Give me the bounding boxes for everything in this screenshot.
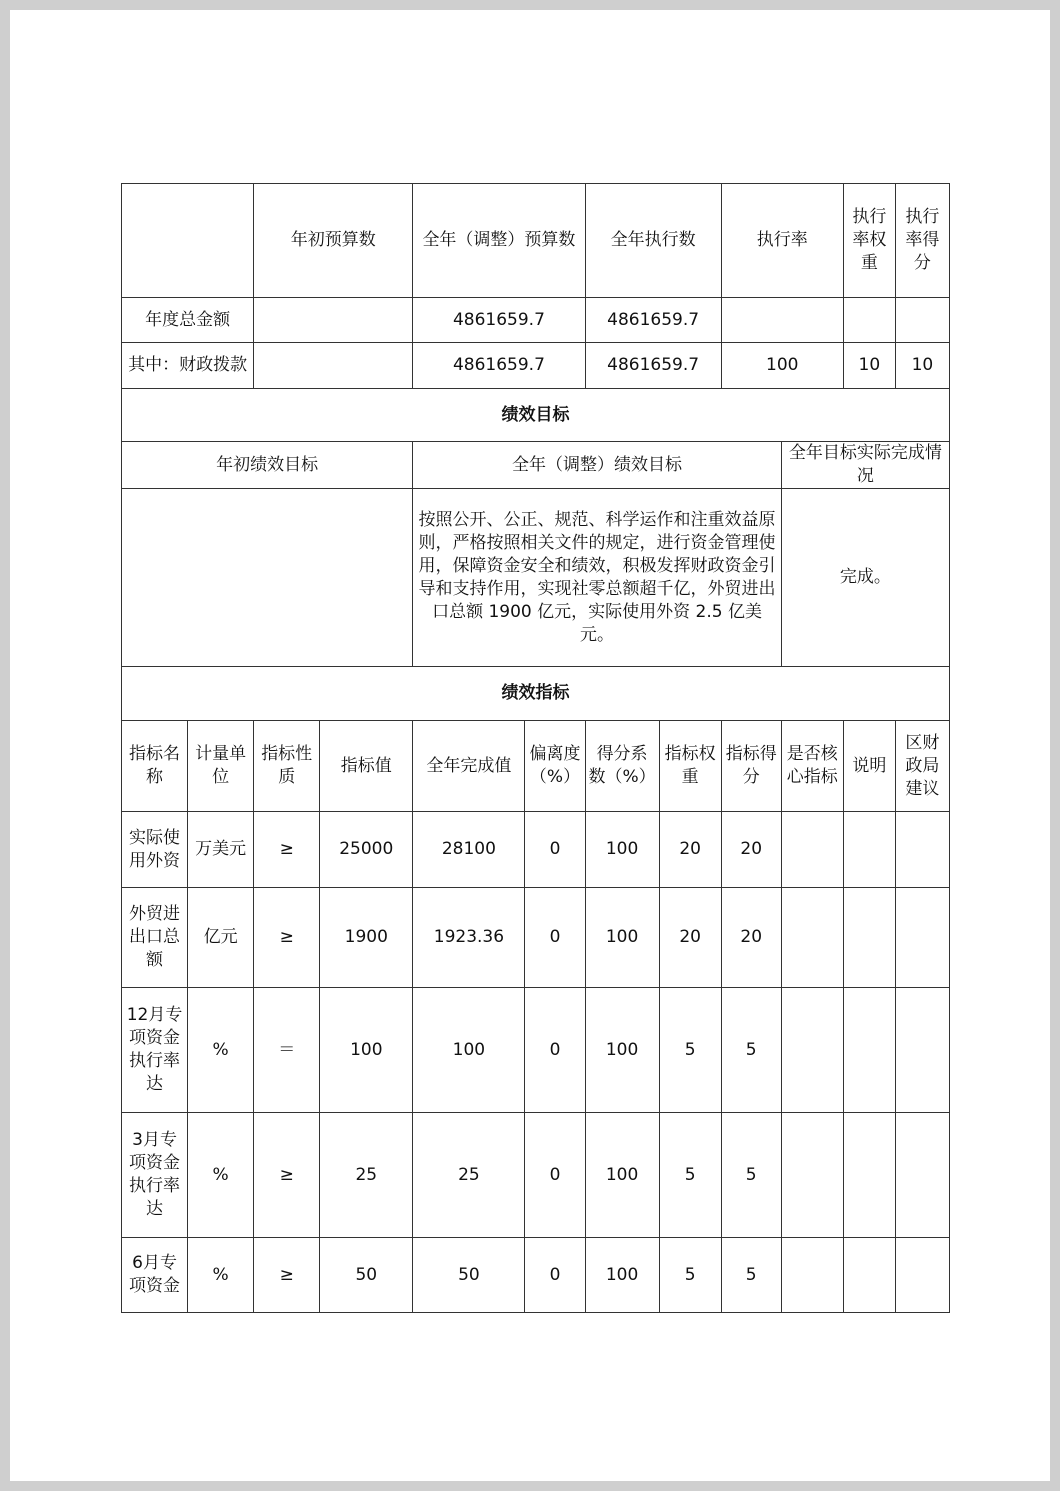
ind-deviation: 0 [525, 988, 585, 1113]
ind-deviation: 0 [525, 1113, 585, 1238]
ind-header-weight: 指标权重 [659, 721, 721, 812]
ind-header-deviation: 偏离度（%） [525, 721, 585, 812]
budget-header-blank [122, 184, 254, 298]
indicator-row [122, 988, 950, 1113]
ind-core [781, 988, 843, 1113]
ind-core [781, 1113, 843, 1238]
ind-nature: ≥ [254, 888, 320, 988]
budget-row-label: 年度总金额 [122, 298, 254, 343]
ind-deviation: 0 [525, 812, 585, 888]
goals-content-row [122, 489, 950, 667]
budget-header-exec-rate: 执行率 [721, 184, 843, 298]
ind-target: 50 [320, 1238, 413, 1313]
budget-row-initial [254, 343, 413, 389]
ind-unit: % [188, 1238, 254, 1313]
ind-score: 20 [721, 812, 781, 888]
ind-suggest [895, 1113, 949, 1238]
ind-core [781, 1238, 843, 1313]
goals-section-row [122, 389, 950, 442]
ind-header-name: 指标名称 [122, 721, 188, 812]
budget-row-rate: 100 [721, 343, 843, 389]
ind-weight: 5 [659, 988, 721, 1113]
ind-score: 5 [721, 1238, 781, 1313]
ind-unit: % [188, 1113, 254, 1238]
budget-row-rate [721, 298, 843, 343]
ind-header-coefficient: 得分系数（%） [585, 721, 659, 812]
budget-row-initial [254, 298, 413, 343]
goals-initial-text [122, 489, 413, 667]
ind-target: 25000 [320, 812, 413, 888]
ind-unit: 万美元 [188, 812, 254, 888]
budget-row-executed: 4861659.7 [585, 343, 721, 389]
ind-coefficient: 100 [585, 1113, 659, 1238]
ind-note [843, 988, 895, 1113]
budget-row-adjusted: 4861659.7 [413, 343, 585, 389]
ind-completed: 100 [413, 988, 525, 1113]
ind-score: 5 [721, 988, 781, 1113]
ind-target: 25 [320, 1113, 413, 1238]
budget-row-total [122, 298, 950, 343]
indicator-row [122, 812, 950, 888]
ind-weight: 20 [659, 812, 721, 888]
ind-score: 5 [721, 1113, 781, 1238]
goals-actual-text: 完成。 [781, 489, 949, 667]
goals-adjusted-text: 按照公开、公正、规范、科学运作和注重效益原则，严格按照相关文件的规定，进行资金管理使用，保障资金安全和绩效，积极发挥财政资金引导和支持作用，实现社零总额超千亿，外贸进出口总额 1900 亿元，实际使用外资 2.5 亿美元。 [413, 489, 781, 667]
budget-row-adjusted: 4861659.7 [413, 298, 585, 343]
ind-coefficient: 100 [585, 812, 659, 888]
indicator-row [122, 1113, 950, 1238]
budget-row-fiscal [122, 343, 950, 389]
ind-name: 外贸进出口总额 [122, 888, 188, 988]
ind-name: 实际使用外资 [122, 812, 188, 888]
ind-header-core: 是否核心指标 [781, 721, 843, 812]
ind-nature: ≥ [254, 812, 320, 888]
ind-name: 6月专项资金 [122, 1238, 188, 1313]
ind-completed: 50 [413, 1238, 525, 1313]
ind-unit: % [188, 988, 254, 1113]
ind-coefficient: 100 [585, 888, 659, 988]
ind-header-nature: 指标性质 [254, 721, 320, 812]
document-page [10, 10, 1050, 1481]
ind-deviation: 0 [525, 888, 585, 988]
ind-name: 12月专项资金执行率达 [122, 988, 188, 1113]
ind-header-target: 指标值 [320, 721, 413, 812]
ind-weight: 5 [659, 1238, 721, 1313]
ind-header-unit: 计量单位 [188, 721, 254, 812]
indicator-row [122, 888, 950, 988]
ind-header-completed: 全年完成值 [413, 721, 525, 812]
budget-header-exec-score: 执行率得分 [895, 184, 949, 298]
budget-header-adjusted: 全年（调整）预算数 [413, 184, 585, 298]
indicators-section-title: 绩效指标 [122, 667, 950, 721]
ind-name: 3月专项资金执行率达 [122, 1113, 188, 1238]
ind-completed: 1923.36 [413, 888, 525, 988]
indicator-row [122, 1238, 950, 1313]
indicators-section-row [122, 667, 950, 721]
ind-note [843, 888, 895, 988]
ind-header-note: 说明 [843, 721, 895, 812]
ind-target: 1900 [320, 888, 413, 988]
ind-suggest [895, 988, 949, 1113]
ind-completed: 25 [413, 1113, 525, 1238]
budget-row-executed: 4861659.7 [585, 298, 721, 343]
ind-note [843, 1238, 895, 1313]
goals-header-initial: 年初绩效目标 [122, 442, 413, 489]
ind-core [781, 888, 843, 988]
goals-header-adjusted: 全年（调整）绩效目标 [413, 442, 781, 489]
ind-header-score: 指标得分 [721, 721, 781, 812]
ind-coefficient: 100 [585, 1238, 659, 1313]
budget-header-executed: 全年执行数 [585, 184, 721, 298]
ind-nature: ≥ [254, 1238, 320, 1313]
indicators-header-row [122, 721, 950, 812]
ind-nature: ≥ [254, 1113, 320, 1238]
ind-deviation: 0 [525, 1238, 585, 1313]
ind-header-suggest: 区财政局建议 [895, 721, 949, 812]
goals-header-actual: 全年目标实际完成情况 [781, 442, 949, 489]
budget-header-row [122, 184, 950, 298]
ind-target: 100 [320, 988, 413, 1113]
budget-header-exec-weight: 执行率权重 [843, 184, 895, 298]
ind-weight: 5 [659, 1113, 721, 1238]
budget-row-score [895, 298, 949, 343]
ind-weight: 20 [659, 888, 721, 988]
ind-coefficient: 100 [585, 988, 659, 1113]
ind-suggest [895, 888, 949, 988]
budget-row-weight [843, 298, 895, 343]
budget-row-weight: 10 [843, 343, 895, 389]
goals-header-row [122, 442, 950, 489]
ind-completed: 28100 [413, 812, 525, 888]
ind-nature: ＝ [254, 988, 320, 1113]
ind-suggest [895, 1238, 949, 1313]
goals-section-title: 绩效目标 [122, 389, 950, 442]
ind-core [781, 812, 843, 888]
ind-note [843, 812, 895, 888]
performance-table [121, 183, 950, 1313]
budget-row-score: 10 [895, 343, 949, 389]
budget-row-label: 其中：财政拨款 [122, 343, 254, 389]
ind-suggest [895, 812, 949, 888]
budget-header-initial: 年初预算数 [254, 184, 413, 298]
ind-note [843, 1113, 895, 1238]
ind-unit: 亿元 [188, 888, 254, 988]
ind-score: 20 [721, 888, 781, 988]
